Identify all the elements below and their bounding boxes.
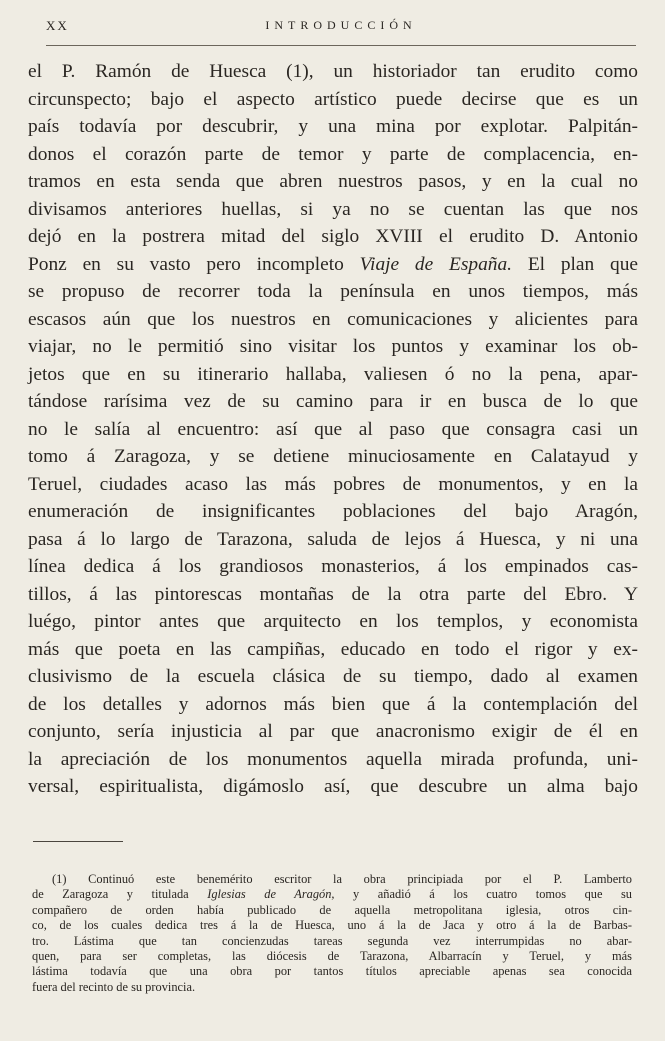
body-line: la apreciación de los monumentos aquella mirada profunda, uni- [28, 748, 638, 770]
footnote-line: compañero de orden había publicado de aquella metropolitana iglesia, otros cin- [32, 902, 632, 917]
running-title: INTRODUCCIÓN [265, 18, 417, 32]
book-title-italic: Viaje de España. [359, 253, 513, 275]
footnote-line: lástima todavía que una obra por tantos títulos apreciable apenas sea conocida [32, 964, 632, 979]
footnote [32, 872, 632, 995]
footnote-text-segment: de Zaragoza y titulada [32, 887, 208, 902]
body-line: viajar, no le permitió sino visitar los puntos y examinar los ob- [28, 336, 638, 357]
footnote-line: tro. Lástima que tan concienzudas tareas segunda vez interrumpidas no abar- [32, 933, 632, 948]
body-line: de los detalles y adornos más bien que á la contemplación del [28, 693, 638, 715]
footnote-title-italic: Iglesias de Aragón, [207, 887, 335, 902]
body-line: conjunto, sería injusticia al par que anacronismo exigir de él en [28, 721, 638, 742]
body-line: clusivismo de la escuela clásica de su tiempo, dado al examen [28, 666, 638, 687]
footnote-text-segment: y añadió á los cuatro tomos que su [334, 887, 633, 902]
body-line: tillos, á las pintorescas montañas de la otra parte del Ebro. Y [28, 583, 638, 605]
body-line: país todavía por descubrir, y una mina por explotar. Palpitán- [28, 116, 638, 137]
page-header [46, 18, 636, 40]
body-line: circunspecto; bajo el aspecto artístico puede decirse que es un [28, 88, 638, 110]
body-line: jetos que en su itinerario hallaba, valiesen ó no la pena, apar- [28, 363, 638, 385]
body-line: tramos en esta senda que abren nuestros pasos, y en la cual no [28, 171, 638, 192]
body-line: pasa á lo largo de Tarazona, saluda de lejos á Huesca, y ni una [28, 528, 638, 550]
body-text [28, 58, 638, 801]
body-line: escasos aún que los nuestros en comunicaciones y alicientes para [28, 308, 638, 330]
body-line: línea dedica á los grandiosos monasterios, á los empinados cas- [28, 556, 638, 577]
footnote-rule [33, 841, 123, 842]
body-line: se propuso de recorrer toda la península en unos tiempos, más [28, 281, 638, 302]
body-line: no le salía al encuentro: así que al paso que consagra casi un [28, 418, 638, 440]
body-line: tomo á Zaragoza, y se detiene minuciosamente en Calatayud y [28, 446, 638, 467]
footnote-line: (1) Continuó este benemérito escritor la obra principiada por el P. Lamberto [52, 872, 632, 886]
footnote-line: quen, para ser completas, las diócesis de Tarazona, Albarracín y Teruel, y más [32, 949, 632, 964]
body-text-segment: El plan que [512, 253, 638, 275]
body-line: tándose rarísima vez de su camino para ir en busca de lo que [28, 391, 638, 412]
body-line: luégo, pintor antes que arquitecto en los templos, y economista [28, 611, 638, 632]
body-line-with-title [28, 251, 638, 279]
body-line: divisamos anteriores huellas, si ya no se cuentan las que nos [28, 198, 638, 220]
body-line: el P. Ramón de Huesca (1), un historiador tan erudito como [28, 61, 638, 82]
body-line: enumeración de insignificantes poblaciones del bajo Aragón, [28, 501, 638, 522]
body-line: Teruel, ciudades acaso las más pobres de monumentos, y en la [28, 473, 638, 495]
body-line: versal, espiritualista, digámoslo así, que descubre un alma bajo [28, 776, 638, 797]
body-line: dejó en la postrera mitad del siglo XVIII el erudito D. Antonio [28, 226, 638, 247]
body-line: más que poeta en las campiñas, educado en todo el rigor y ex- [28, 638, 638, 660]
footnote-line-with-title [32, 887, 632, 902]
body-line: donos el corazón parte de temor y parte de complacencia, en- [28, 143, 638, 165]
footnote-line: fuera del recinto de su provincia. [32, 979, 196, 994]
page-number: XX [46, 18, 69, 33]
header-rule [46, 45, 636, 46]
footnote-line: co, de los cuales dedica tres á la de Huesca, uno á la de Jaca y otro á la de Barbas- [32, 918, 632, 933]
body-text-segment: Ponz en su vasto pero incompleto [28, 253, 360, 275]
